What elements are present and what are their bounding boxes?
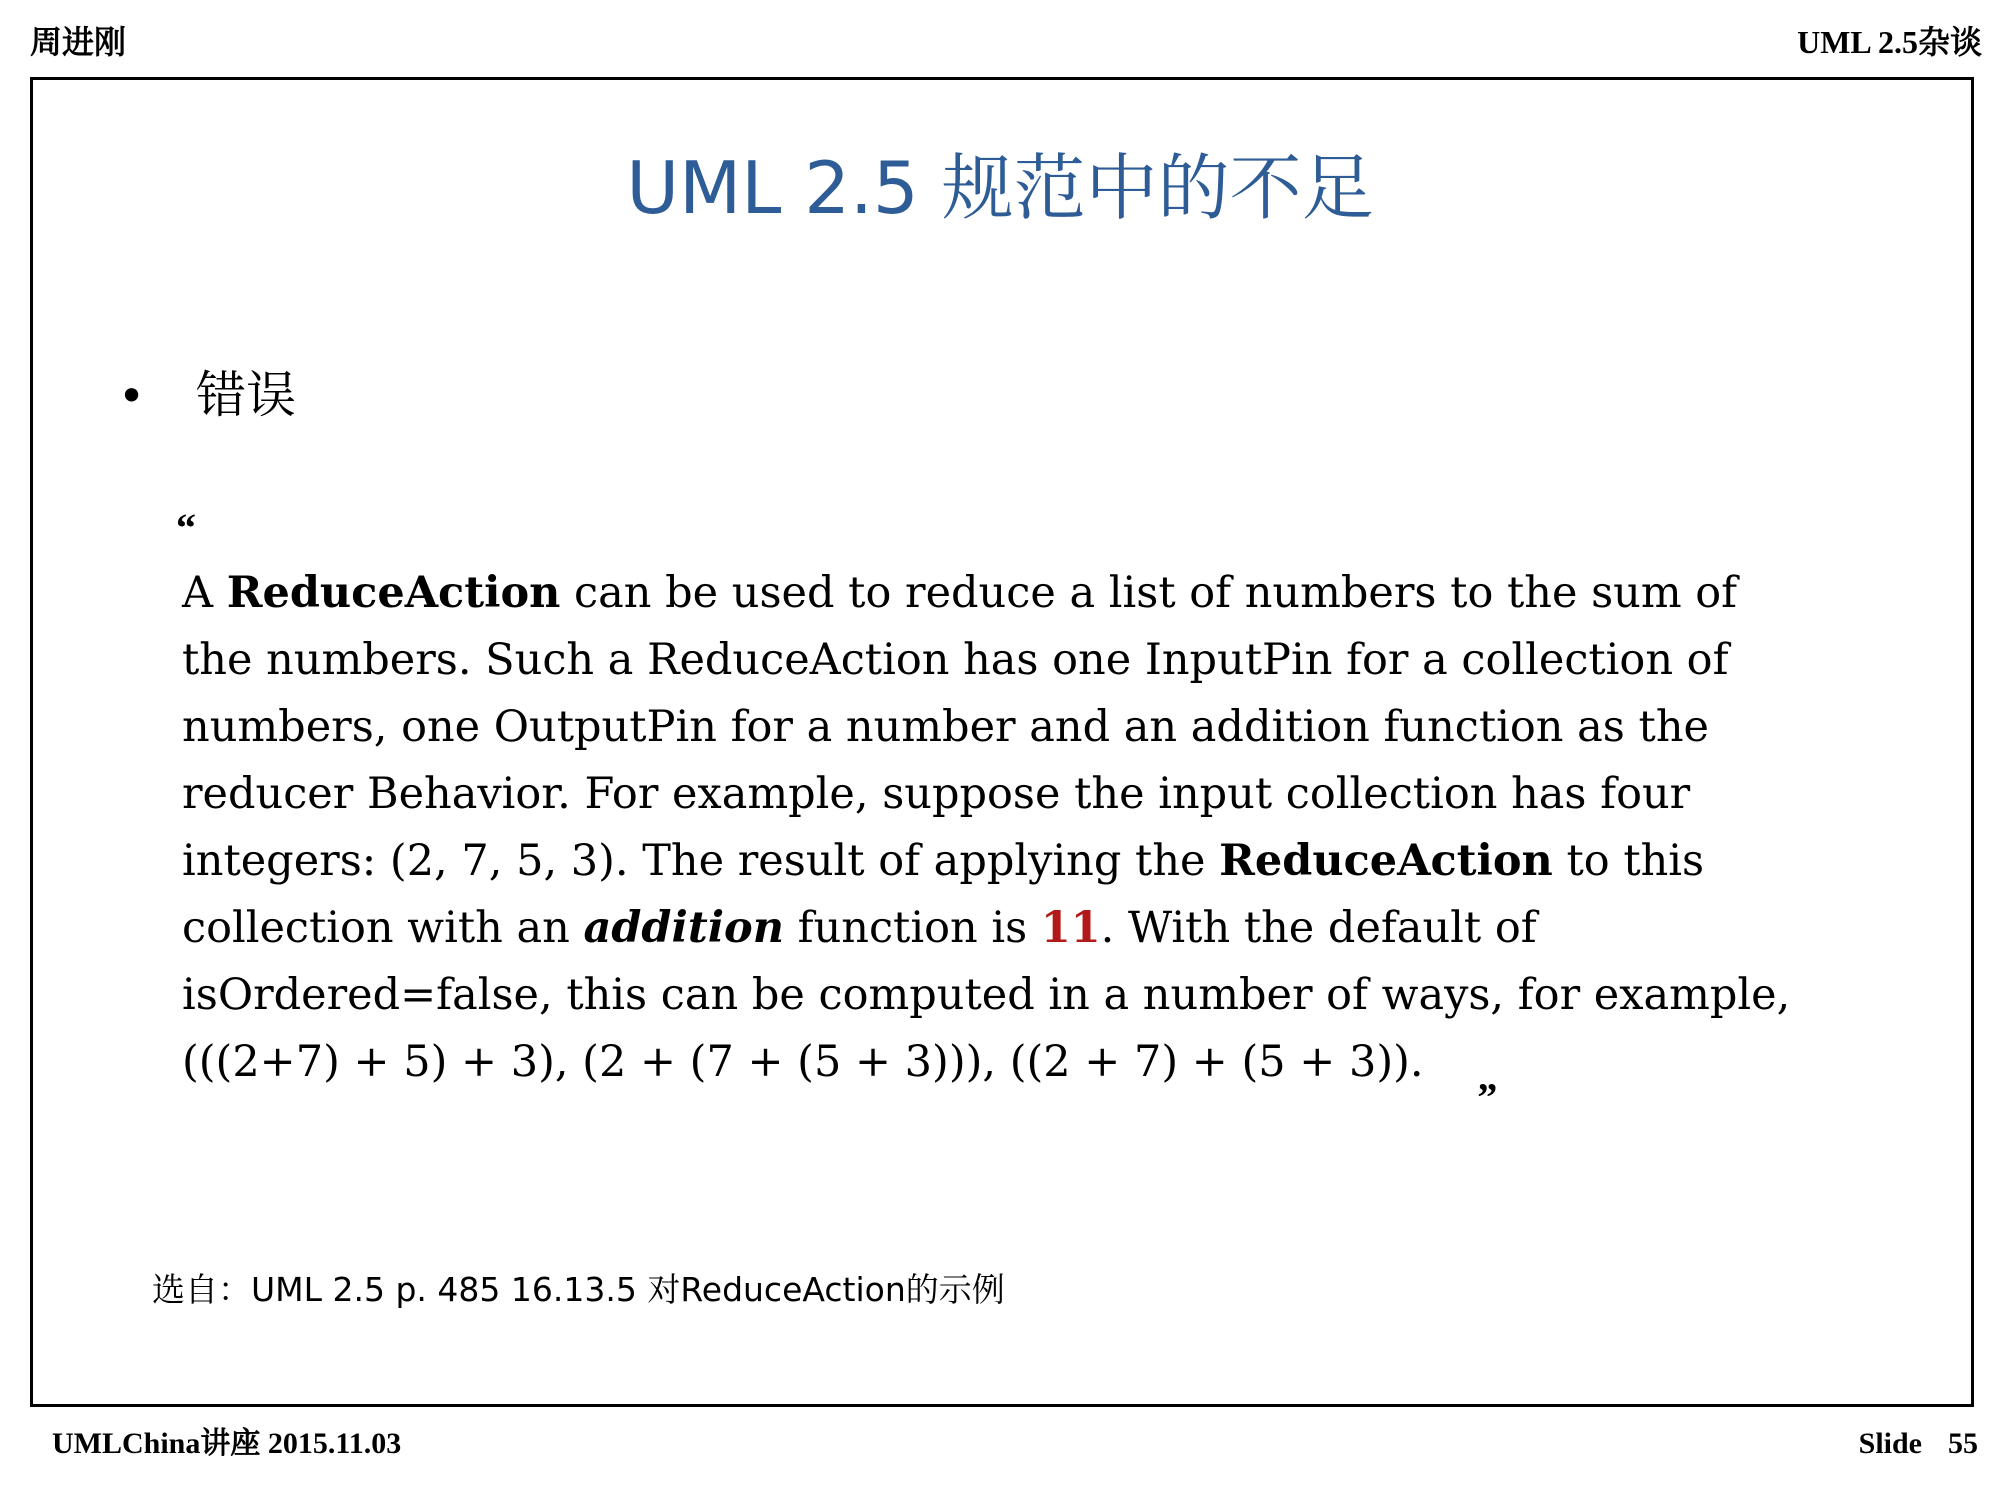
slide-title: UML 2.5 规范中的不足 xyxy=(626,146,1374,230)
highlighted-result: 11 xyxy=(1040,903,1101,953)
quote-text: numbers, one OutputPin for a number and an addition function as the xyxy=(182,702,1709,752)
quote-text: A xyxy=(182,568,227,618)
quote-line-7 xyxy=(182,962,1942,1029)
quote-text: collection with an xyxy=(182,903,584,953)
source-citation: 选自：UML 2.5 p. 485 16.13.5 对ReduceAction的示例 xyxy=(152,1270,1005,1309)
quote-line-1 xyxy=(182,560,1942,627)
quote-text: can be used to reduce a list of numbers to the sum of xyxy=(560,568,1738,618)
quote-line-6 xyxy=(182,895,1942,962)
quote-text: . With the default of xyxy=(1100,903,1537,953)
header-author: 周进刚 xyxy=(30,24,127,60)
quote-text: integers: (2, 7, 5, 3). The result of applying the xyxy=(182,836,1220,886)
quote-block xyxy=(182,560,1942,1099)
quote-term-bold: ReduceAction xyxy=(1219,836,1553,886)
footer-event: UMLChina讲座 2015.11.03 xyxy=(52,1427,402,1460)
quote-line-5 xyxy=(182,828,1942,895)
quote-text: reducer Behavior. For example, suppose the input collection has four xyxy=(182,769,1691,819)
close-quote-mark: „ xyxy=(1477,1054,1498,1099)
quote-line-4 xyxy=(182,761,1942,828)
quote-term-bold: ReduceAction xyxy=(226,568,561,618)
bullet-text: 错误 xyxy=(196,366,296,424)
header-topic: UML 2.5杂谈 xyxy=(1797,24,1982,60)
quote-text: function is xyxy=(783,903,1041,953)
slide-number: 55 xyxy=(1948,1427,1978,1460)
quote-text: isOrdered=false, this can be computed in a number of ways, for example, xyxy=(182,970,1791,1020)
footer-slide-number xyxy=(1859,1424,1978,1464)
quote-text: the numbers. Such a ReduceAction has one InputPin for a collection of xyxy=(182,635,1729,685)
bullet-item xyxy=(118,360,296,431)
quote-line-2 xyxy=(182,627,1942,694)
slide-label: Slide xyxy=(1858,1427,1922,1460)
quote-line-8 xyxy=(182,1029,1942,1099)
quote-text: (((2+7) + 5) + 3), (2 + (7 + (5 + 3))), ((2 + 7) + (5 + 3)). xyxy=(182,1037,1424,1087)
quote-term-bold-italic: addition xyxy=(583,903,784,953)
quote-text: to this xyxy=(1552,836,1705,886)
bullet-marker: • xyxy=(118,369,146,423)
open-quote-mark: “ xyxy=(176,505,196,550)
quote-line-3 xyxy=(182,694,1942,761)
